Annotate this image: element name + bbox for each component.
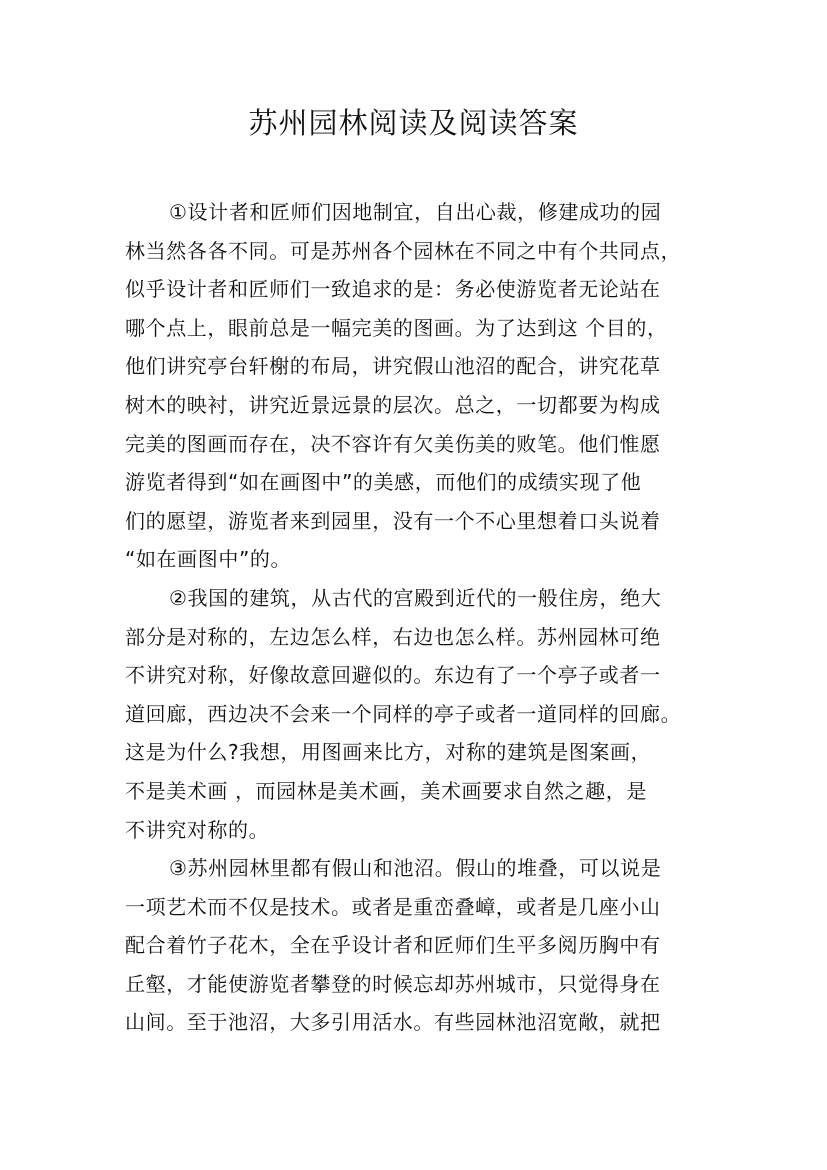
text-line: 部分是对称的，左边怎么样，右边也怎么样。苏州园林可绝 [125,624,661,649]
text-line: 哪个点上，眼前总是一幅完美的图画。为了达到这 个目的， [125,315,668,340]
text-line: ①设计者和匠师们因地制宜，自出心裁，修建成功的园 [169,200,662,224]
text-line: 一项艺术而不仅是技术。或者是重峦叠嶂，或者是几座小山 [125,894,661,919]
text-line: 树木的映衬，讲究近景远景的层次。总之，一切都要为构成 [125,392,661,417]
text-line: 林当然各各不同。可是苏州各个园林在不同之中有个共同点， [125,238,682,263]
text-line: “如在画图中”的。 [125,547,292,572]
text-line: 完美的图画而存在，决不容许有欠美伤美的败笔。他们惟愿 [125,431,661,456]
paragraph-1 [125,193,705,579]
text-line: 游览者得到“如在画图中”的美感，而他们的成绩实现了他 [125,470,642,495]
text-line: 山间。至于池沼，大多引用活水。有些园林池沼宽敞，就把 [125,1010,661,1035]
text-line: 不讲究对称的。 [125,817,270,842]
text-line: ②我国的建筑，从古代的宫殿到近代的一般住房，绝大 [169,585,662,610]
text-line: 们的愿望，游览者来到园里，没有一个不心里想着口头说着 [125,508,661,533]
text-line: 不讲究对称，好像故意回避似的。东边有了一个亭子或者一 [125,663,661,688]
document-title: 苏州园林阅读及阅读答案 [248,106,579,140]
text-line: ③苏州园林里都有假山和池沼。假山的堆叠，可以说是 [169,856,662,881]
text-line: 似乎设计者和匠师们一致追求的是：务必使游览者无论站在 [125,277,661,302]
text-line: 这是为什么?我想，用图画来比方，对称的建筑是图案画， [125,740,652,765]
text-line: 丘壑，才能使游览者攀登的时候忘却苏州城市，只觉得身在 [125,971,661,996]
paragraph-2 [125,579,705,849]
text-line: 配合着竹子花木，全在乎设计者和匠师们生平多阅历胸中有 [125,933,661,958]
text-line: 道回廊，西边决不会来一个同样的亭子或者一道同样的回廊。 [125,701,682,726]
paragraph-3 [125,849,705,1042]
text-line: 不是美术画 ，而园林是美术画，美术画要求自然之趣，是 [125,778,647,803]
text-line: 他们讲究亭台轩榭的布局，讲究假山池沼的配合，讲究花草 [125,354,661,379]
document-body [125,193,705,1042]
